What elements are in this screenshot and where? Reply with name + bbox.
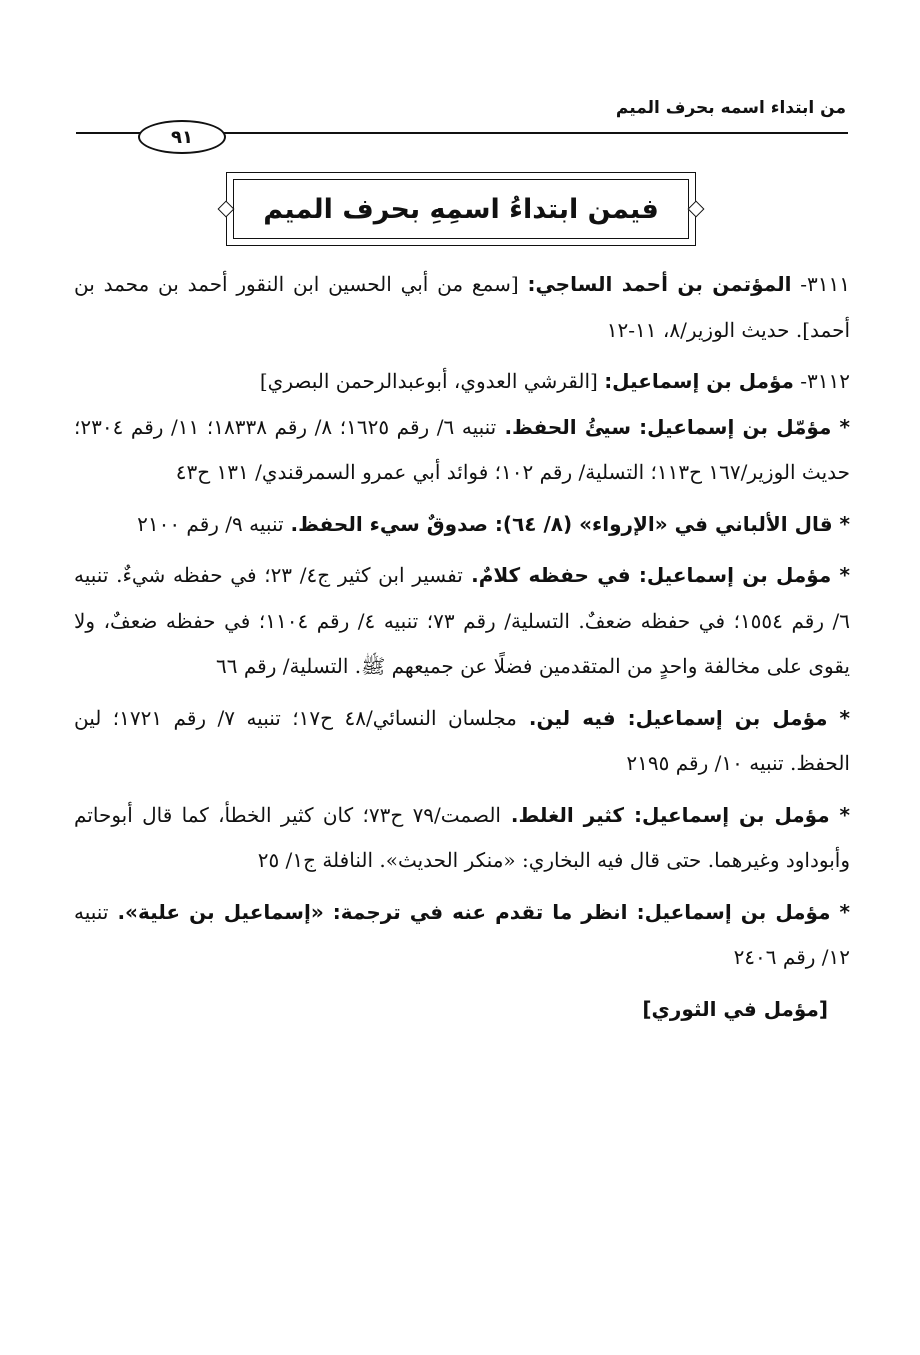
entry-3111 bbox=[74, 262, 850, 353]
entry-number: ٣١١١- bbox=[800, 272, 851, 296]
running-head-title: من ابتداء اسمه بحرف الميم bbox=[615, 98, 846, 118]
page-number: ٩١ bbox=[138, 120, 226, 154]
asterisk-marker: * bbox=[839, 511, 850, 536]
entry-name: مؤمل بن إسماعيل: bbox=[604, 369, 794, 393]
asterisk-marker: * bbox=[839, 705, 850, 730]
entry-text: [القرشي العدوي، أبوعبدالرحمن البصري] bbox=[259, 369, 605, 393]
section-title: فيمن ابتداءُ اسمِهِ بحرف الميم bbox=[263, 193, 659, 225]
asterisk-marker: * bbox=[839, 563, 850, 587]
quote-text: تنبيه ١٢/ رقم ٢٤٠٦ bbox=[74, 899, 850, 969]
quote-paragraph bbox=[74, 405, 850, 496]
quote-subject: مؤمل بن إسماعيل: كثير الغلط. bbox=[500, 802, 840, 827]
subheading: [مؤمل في الثوري] bbox=[642, 996, 828, 1021]
entry-text: [سمع من أبي الحسين ابن النقور أحمد بن محمد بن أحمد]. حديث الوزير/٨، ١١-١٢ bbox=[74, 272, 850, 342]
quote-subject: مؤمل بن إسماعيل: في حفظه كلامٌ. bbox=[462, 563, 840, 587]
entry-number: ٣١١٢- bbox=[800, 369, 850, 393]
asterisk-marker: * bbox=[839, 899, 850, 924]
quote-paragraph bbox=[74, 553, 850, 690]
quote-subject: مؤمل بن إسماعيل: فيه لين. bbox=[516, 705, 840, 730]
quote-subject: مؤمل بن إسماعيل: انظر ما تقدم عنه في ترجمة: «إسماعيل بن علية». bbox=[108, 899, 840, 924]
quote-paragraph bbox=[74, 696, 850, 787]
quote-paragraph bbox=[74, 890, 850, 981]
entry-name: المؤتمن بن أحمد الساجي: bbox=[527, 272, 792, 296]
page-body bbox=[74, 262, 850, 1032]
entry-3112 bbox=[74, 359, 850, 405]
quote-text: تنبيه ٦/ رقم ١٦٢٥؛ ٨/ رقم ١٨٣٣٨؛ ١١/ رقم ٢٣٠٤؛ حديث الوزير/١٦٧ ح١١٣؛ التسلية/ رقم ١٠٢؛ فوائد أبي عمرو السمرقندي/ ١٣١ ح٤٣ bbox=[74, 414, 850, 484]
asterisk-marker: * bbox=[839, 414, 851, 439]
quote-subject: مؤمّل بن إسماعيل: سيئُ الحفظ. bbox=[496, 414, 840, 439]
quote-text: مجلسان النسائي/٤٨ ح١٧؛ تنبيه ٧/ رقم ١٧٢١؛ لين الحفظ. تنبيه ١٠/ رقم ٢١٩٥ bbox=[74, 705, 850, 775]
quote-subject: قال الألباني في «الإرواء» (٨/ ٦٤): صدوقٌ سيء الحفظ. bbox=[283, 511, 840, 536]
quote-paragraph bbox=[74, 502, 850, 548]
section-title-frame bbox=[226, 172, 696, 246]
quote-text: الصمت/٧٩ ح٧٣؛ كان كثير الخطأ، كما قال أبوحاتم وأبوداود وغيرهما. حتى قال فيه البخاري: «منكر الحديث». النافلة ج١/ ٢٥ bbox=[74, 802, 850, 872]
quote-text: تفسير ابن كثير ج٤/ ٢٣؛ في حفظه شيءٌ. تنبيه ٦/ رقم ١٥٥٤؛ في حفظه ضعفٌ. التسلية/ رقم ٧٣؛ تنبيه ٤/ رقم ١١٠٤؛ في حفظه ضعفٌ، ولا يقوى على مخالفة واحدٍ من المتقدمين فضلًا عن جميعهم ﷺ. التسلية/ رقم ٦٦ bbox=[74, 563, 851, 678]
quote-text: تنبيه ٩/ رقم ٢١٠٠ bbox=[137, 511, 284, 536]
asterisk-marker: * bbox=[839, 802, 850, 827]
section-title-inner-frame bbox=[233, 179, 689, 239]
quote-paragraph bbox=[74, 793, 850, 884]
